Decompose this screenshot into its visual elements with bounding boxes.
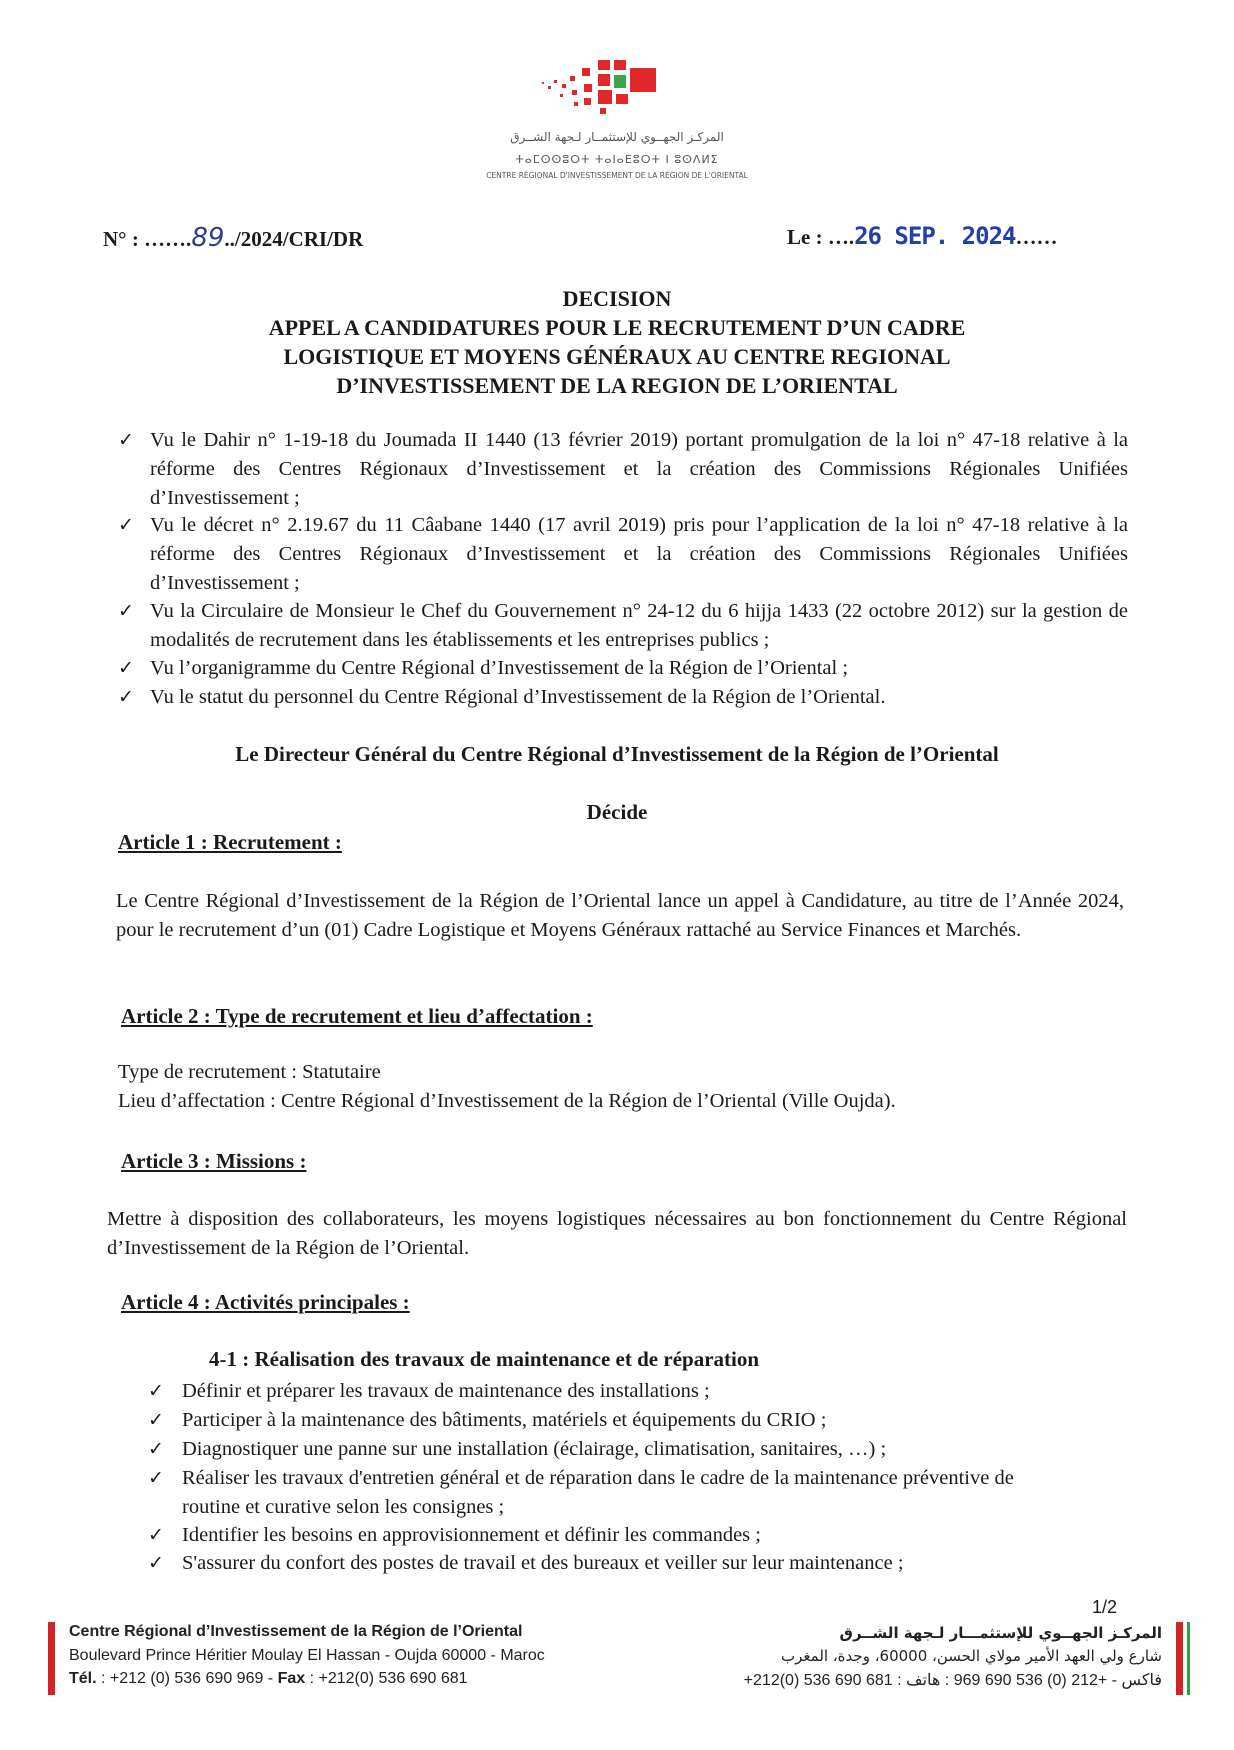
check-icon: ✓ [148, 1552, 164, 1574]
logo-arabic-name: المركـز الجهــوي للإستثمــار لـجهة الشــرق [510, 130, 724, 144]
title-line-3: LOGISTIQUE ET MOYENS GÉNÉRAUX AU CENTRE REGIONAL [283, 344, 951, 369]
check-icon: ✓ [148, 1438, 164, 1460]
footer-address-arabic: شارع ولي العهد الأمير مولاي الحسن، 60000، وجدة، المغرب [781, 1647, 1162, 1665]
article-4-heading: Article 4 : Activités principales : [121, 1290, 410, 1314]
check-icon: ✓ [148, 1524, 164, 1546]
footer-contact: Tél. : +212 (0) 536 690 969 - Fax : +212(0) 536 690 681 [69, 1670, 468, 1687]
activity-item: ✓ Participer à la maintenance des bâtiments, matériels et équipements du CRIO ; [148, 1406, 1068, 1435]
activity-item: ✓ S'assurer du confort des postes de travail et des bureaux et veiller sur leur maintenance ; [148, 1549, 1068, 1578]
activity-item: ✓ Réaliser les travaux d'entretien général et de réparation dans le cadre de la maintenance préventive de routine et curative selon les consignes ; [148, 1464, 1068, 1522]
visa-item: ✓ Vu le statut du personnel du Centre Régional d’Investissement de la Région de l’Oriental. [118, 683, 1128, 712]
article-3-heading: Article 3 : Missions : [121, 1149, 307, 1173]
director-line: Le Directeur Général du Centre Régional d’Investissement de la Région de l’Oriental [235, 742, 999, 766]
article-1-heading: Article 1 : Recrutement : [118, 830, 342, 854]
visa-item: ✓ Vu le Dahir n° 1-19-18 du Joumada II 1440 (13 février 2019) portant promulgation de la loi n° 47-18 relative à la réforme des Centres Régionaux d’Investissement et la création des Commissions Régionales Unifiées d’Investissement ; [118, 426, 1128, 513]
check-icon: ✓ [118, 686, 134, 708]
check-icon: ✓ [118, 514, 134, 536]
recruitment-type: Type de recrutement : Statutaire [118, 1061, 381, 1083]
check-icon: ✓ [118, 429, 134, 451]
logo-french-name: CENTRE RÉGIONAL D'INVESTISSEMENT DE LA RÉGION DE L'ORIENTAL [486, 171, 748, 180]
footer-red-bar-left [48, 1622, 55, 1695]
title-line-2: APPEL A CANDIDATURES POUR LE RECRUTEMENT D’UN CADRE [268, 315, 966, 340]
footer-org-name: Centre Régional d’Investissement de la Région de l’Oriental [69, 1623, 523, 1640]
footer-org-name-arabic: المركـز الجهــوي للإستثمـــار لـجهة الشــرق [839, 1624, 1162, 1642]
check-icon: ✓ [118, 657, 134, 679]
footer-red-bar-right [1176, 1622, 1183, 1695]
article-2-heading: Article 2 : Type de recrutement et lieu d’affectation : [121, 1004, 593, 1028]
check-icon: ✓ [148, 1409, 164, 1431]
article-3-text: Mettre à disposition des collaborateurs, les moyens logistiques nécessaires au bon fonctionnement du Centre Régional d’Investissement de la Région de l’Oriental. [107, 1208, 1127, 1259]
visa-item: ✓ Vu le décret n° 2.19.67 du 11 Câabane 1440 (17 avril 2019) pris pour l’application de la loi n° 47-18 relative à la réforme des Centres Régionaux d’Investissement et la création des Commissions Régionales Unifiées d’Investissement ; [118, 511, 1128, 598]
activity-item: ✓ Identifier les besoins en approvisionnement et définir les commandes ; [148, 1521, 1068, 1550]
decide-heading: Décide [586, 800, 648, 824]
footer-address: Boulevard Prince Héritier Moulay El Hassan - Oujda 60000 - Maroc [69, 1647, 545, 1664]
article-1-text: Le Centre Régional d’Investissement de la Région de l’Oriental lance un appel à Candidature, au titre de l’Année 2024, pour le recrutement d’un (01) Cadre Logistique et Moyens Généraux rattaché au Service Finances et Marchés. [116, 890, 1124, 941]
check-icon: ✓ [148, 1380, 164, 1402]
title-line-4: D’INVESTISSEMENT DE LA REGION DE L’ORIENTAL [336, 373, 898, 398]
visa-item: ✓ Vu la Circulaire de Monsieur le Chef du Gouvernement n° 24-12 du 6 hijja 1433 (22 octobre 2012) sur la gestion de modalités de recrutement dans les établissements et les entreprises publics ; [118, 597, 1128, 655]
document-date: Le : ….26 SEP. 2024…… [787, 222, 1058, 250]
handwritten-number: 89 [191, 223, 225, 253]
logo-tifinagh-name: ⵜⴰⵎⵙⵙⵓⵔⵜ ⵜⴰⵏⴰⴹⵓⵔⵜ ⵏ ⵓⵙⴷⵍⵉ [515, 153, 719, 166]
activity-item: ✓ Diagnostiquer une panne sur une installation (éclairage, climatisation, sanitaires, …) ; [148, 1435, 1068, 1464]
assignment-location: Lieu d’affectation : Centre Régional d’Investissement de la Région de l’Oriental (Ville Oujda). [118, 1090, 896, 1112]
footer-contact-arabic: +212(0) 536 690 681 : فاكس - +212 (0) 536 690 969 : هاتف [743, 1672, 1162, 1689]
reference-number: N° : …….89../2024/CRI/DR [103, 223, 364, 253]
title-decision: DECISION [562, 286, 672, 311]
check-icon: ✓ [148, 1467, 164, 1489]
footer-green-bar-right [1187, 1622, 1190, 1695]
check-icon: ✓ [118, 600, 134, 622]
crio-logo [540, 58, 690, 124]
visa-item: ✓ Vu l’organigramme du Centre Régional d’Investissement de la Région de l’Oriental ; [118, 654, 1128, 683]
date-stamp: 26 SEP. 2024 [854, 222, 1016, 250]
activity-item: ✓ Définir et préparer les travaux de maintenance des installations ; [148, 1377, 1068, 1406]
page-number: 1/2 [1092, 1597, 1118, 1617]
subsection-4-1: 4-1 : Réalisation des travaux de maintenance et de réparation [209, 1347, 760, 1371]
